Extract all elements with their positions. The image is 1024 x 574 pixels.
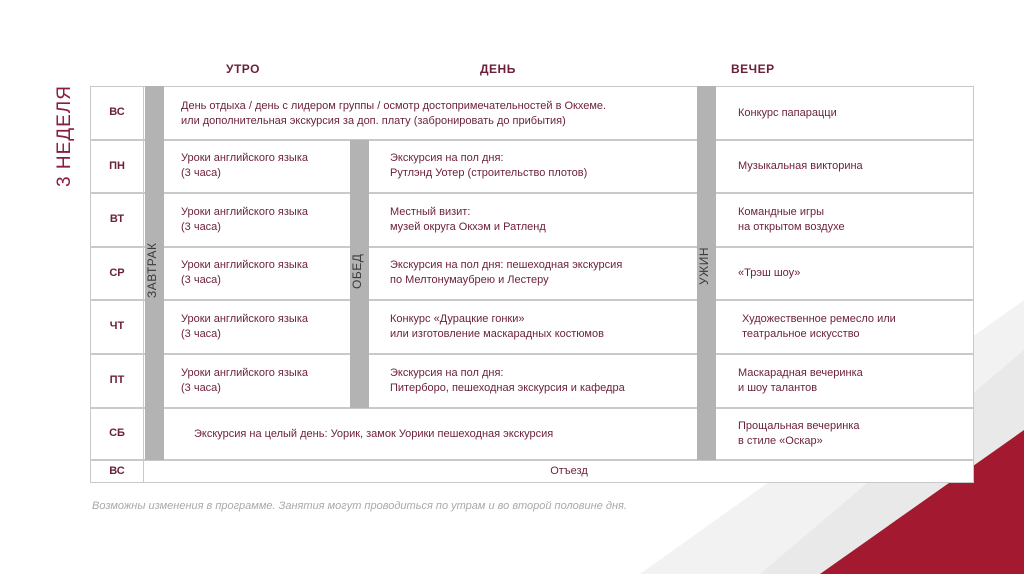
day-label: ВС: [109, 465, 125, 477]
breakfast-label: ЗАВТРАК: [145, 242, 159, 298]
afternoon-activity: Экскурсия на пол дня: пешеходная экскурсия по Мелтонумаубрею и Лестеру: [390, 259, 623, 286]
lunch-label: ОБЕД: [350, 253, 364, 289]
evening-activity: Маскарадная вечеринка и шоу талантов: [738, 367, 863, 394]
day-label: СР: [109, 267, 125, 279]
evening-activity: Музыкальная викторина: [738, 160, 863, 172]
evening-activity: Художественное ремесло или театральное искусство: [742, 313, 896, 340]
wide-activity: Экскурсия на целый день: Уорик, замок Уорики пешеходная экскурсия: [194, 428, 554, 440]
dinner-label: УЖИН: [697, 247, 711, 285]
morning-activity: Уроки английского языка (3 часа): [181, 313, 308, 340]
day-label: ВС: [109, 106, 125, 118]
afternoon-activity: Местный визит: музей округа Окхэм и Ратленд: [390, 206, 546, 233]
day-label: ВТ: [109, 213, 125, 225]
day-label: ПТ: [109, 374, 125, 386]
evening-activity: Прощальная вечеринка в стиле «Оскар»: [738, 420, 860, 447]
header-day: ДЕНЬ: [480, 62, 516, 76]
morning-activity: Уроки английского языка (3 часа): [181, 152, 308, 179]
day-label: СБ: [109, 427, 125, 439]
afternoon-activity: Экскурсия на пол дня: Питерборо, пешеходная экскурсия и кафедра: [390, 367, 625, 394]
evening-activity: Конкурс папарацци: [738, 107, 837, 119]
afternoon-activity: Экскурсия на пол дня: Рутлэнд Уотер (строительство плотов): [390, 152, 588, 179]
evening-activity: Командные игры на открытом воздухе: [738, 206, 845, 233]
footnote: Возможны изменения в программе. Занятия могут проводиться по утрам и во второй половине дня.: [92, 500, 627, 512]
morning-activity: Уроки английского языка (3 часа): [181, 206, 308, 233]
afternoon-activity: Конкурс «Дурацкие гонки» или изготовление маскарадных костюмов: [390, 313, 604, 340]
wide-activity: День отдыха / день с лидером группы / осмотр достопримечательностей в Окхеме. или дополнительная экскурсия за доп. плату (забронировать до прибытия): [181, 100, 607, 127]
header-evening: ВЕЧЕР: [731, 62, 775, 76]
day-label: ПН: [109, 160, 125, 172]
evening-activity: «Трэш шоу»: [738, 267, 801, 279]
morning-activity: Уроки английского языка (3 часа): [181, 259, 308, 286]
week-label: 3 НЕДЕЛЯ: [54, 85, 75, 187]
morning-activity: Уроки английского языка (3 часа): [181, 367, 308, 394]
departure-text: Отъезд: [550, 465, 588, 477]
header-morning: УТРО: [226, 62, 260, 76]
day-label: ЧТ: [109, 320, 125, 332]
